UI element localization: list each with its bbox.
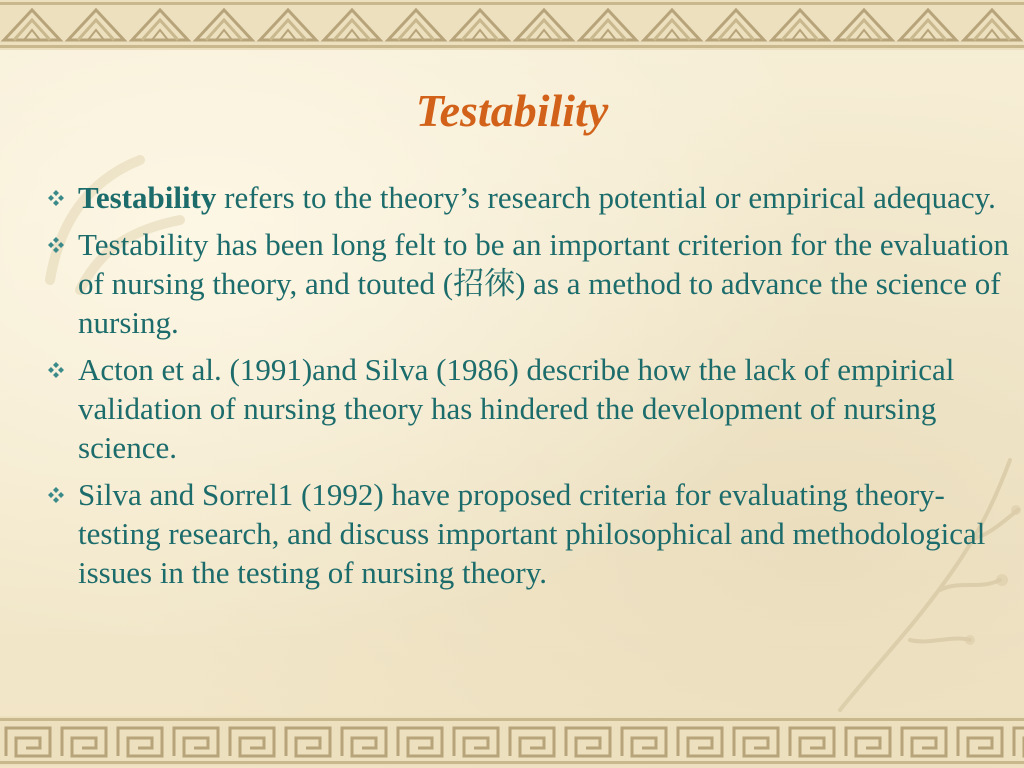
bullet-item <box>44 475 1014 592</box>
bullet-text: refers to the theory’s research potential or empirical adequacy. <box>216 180 996 215</box>
bullet-lead-term: Testability <box>78 180 217 215</box>
four-diamond-bullet-icon <box>48 487 64 503</box>
bullet-text: Acton et al. (1991)and Silva (1986) describe how the lack of empirical validation of nursing theory has hindered the development of nursing science. <box>78 352 955 465</box>
slide-title: Testability <box>415 85 609 136</box>
bullet-list <box>44 178 1014 600</box>
bottom-border-pattern <box>0 716 1024 766</box>
bullet-text: Testability has been long felt to be an important criterion for the evaluation of nursing theory, and touted (招徠) as a method to advance the science of nursing. <box>78 227 1009 340</box>
four-diamond-bullet-icon <box>48 362 64 378</box>
bullet-item <box>44 178 1014 217</box>
bullet-text: Silva and Sorrel1 (1992) have proposed criteria for evaluating theory-testing research, and discuss important philosophical and methodological issues in the testing of nursing theory. <box>78 477 986 590</box>
top-border-pattern <box>0 0 1024 50</box>
four-diamond-bullet-icon <box>48 190 64 206</box>
four-diamond-bullet-icon <box>48 237 64 253</box>
bullet-item <box>44 350 1014 467</box>
bullet-item <box>44 225 1014 342</box>
